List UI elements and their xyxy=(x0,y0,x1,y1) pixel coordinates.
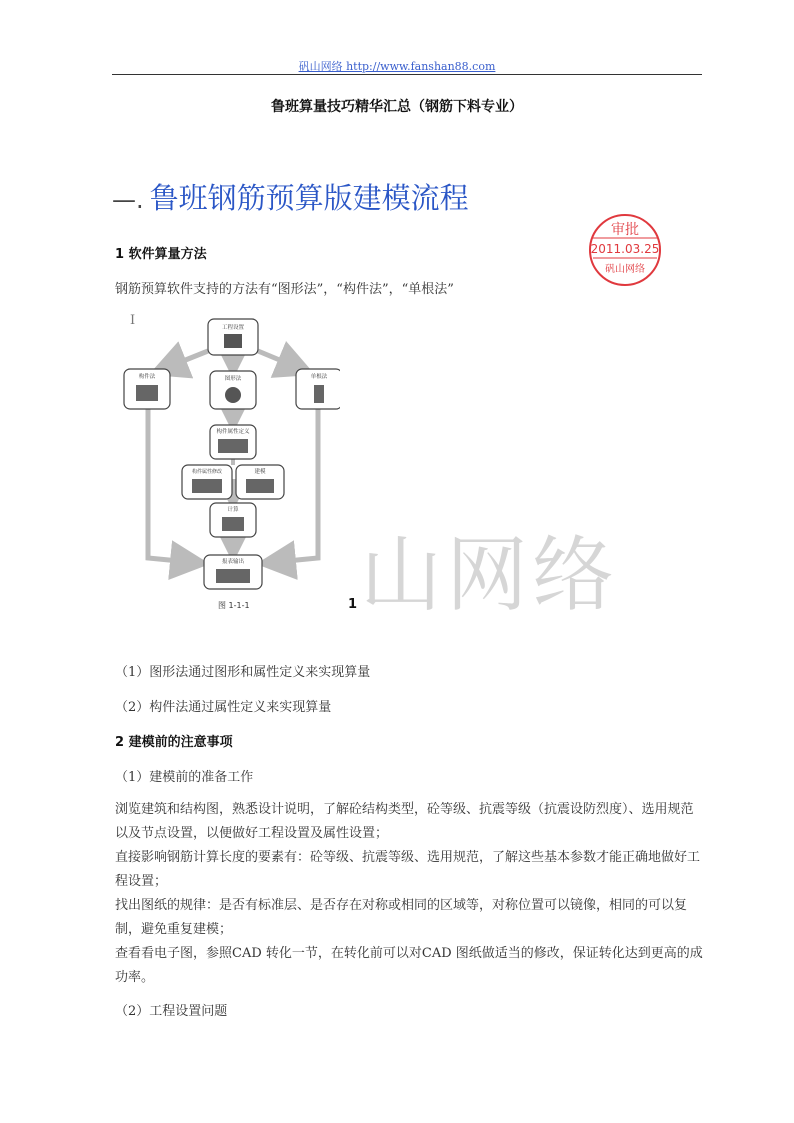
box-project-settings xyxy=(208,319,258,355)
section-title: 鲁班钢筋预算版建模流程 xyxy=(149,181,469,215)
svg-text:建模: 建模 xyxy=(254,469,266,475)
paragraph-2: 直接影响钢筋计算长度的要素有：砼等级、抗震等级、选用规范，了解这些基本参数才能正确地做好工程设置； xyxy=(115,850,701,889)
paragraph-1: 浏览建筑和结构图，熟悉设计说明，了解砼结构类型，砼等级、抗震等级（抗震设防烈度）、选用规范以及节点设置，以便做好工程设置及属性设置； xyxy=(115,802,694,841)
box-single-bar-method xyxy=(296,369,340,409)
header-divider xyxy=(112,74,702,75)
settings-subheading: （2）工程设置问题 xyxy=(115,1004,228,1019)
stamp-org: 矾山网络 xyxy=(605,264,645,275)
svg-text:工程设置: 工程设置 xyxy=(221,325,245,331)
box-graphic-method xyxy=(210,371,256,409)
box-modeling xyxy=(236,465,284,499)
svg-text:单根法: 单根法 xyxy=(310,374,328,380)
svg-text:构件属性定义: 构件属性定义 xyxy=(216,429,250,435)
svg-text:图形法: 图形法 xyxy=(224,376,242,382)
svg-text:构件属性修改: 构件属性修改 xyxy=(191,469,223,475)
figure-number: 1 xyxy=(348,597,358,612)
section-number: —. xyxy=(112,186,144,214)
methods-intro: 钢筋预算软件支持的方法有“图形法”，“构件法”，“单根法” xyxy=(115,282,454,297)
figure-caption: 图 1-1-1 xyxy=(218,601,250,610)
box-attribute-edit xyxy=(182,465,232,499)
subsection-heading-1: 1 软件算量方法 xyxy=(115,247,207,262)
box-report-output xyxy=(204,555,262,589)
subsection-heading-2: 2 建模前的注意事项 xyxy=(115,735,233,750)
document-title: 鲁班算量技巧精华汇总（钢筋下料专业） xyxy=(271,99,523,115)
box-component-method xyxy=(124,369,170,409)
paragraph-4: 查看看电子图，参照CAD 转化一节，在转化前可以对CAD 图纸做适当的修改，保证转化达到更高的成功率。 xyxy=(115,946,703,985)
method-item-2: （2）构件法通过属性定义来实现算量 xyxy=(115,700,332,715)
svg-text:计算: 计算 xyxy=(227,507,239,513)
paragraph-3: 找出图纸的规律：是否有标准层、是否存在对称或相同的区域等，对称位置可以镜像，相同的可以复制，避免重复建模； xyxy=(115,898,688,937)
text-cursor-mark: I xyxy=(130,313,136,328)
method-item-1: （1）图形法通过图形和属性定义来实现算量 xyxy=(115,665,371,680)
flow-diagram xyxy=(118,313,340,613)
header-link[interactable]: 矾山网络 http://www.fanshan88.com xyxy=(298,60,496,73)
svg-text:报表输出: 报表输出 xyxy=(221,559,245,565)
stamp-date: 2011.03.25 xyxy=(590,242,660,256)
svg-text:构件法: 构件法 xyxy=(138,374,156,380)
stamp-label: 审批 xyxy=(611,222,639,238)
watermark-text: 山网络 xyxy=(360,528,619,623)
approval-stamp xyxy=(587,212,663,288)
prep-subheading: （1）建模前的准备工作 xyxy=(115,770,254,785)
box-attribute-definition xyxy=(210,425,256,459)
section-heading xyxy=(112,176,469,217)
box-calculation xyxy=(210,503,256,537)
